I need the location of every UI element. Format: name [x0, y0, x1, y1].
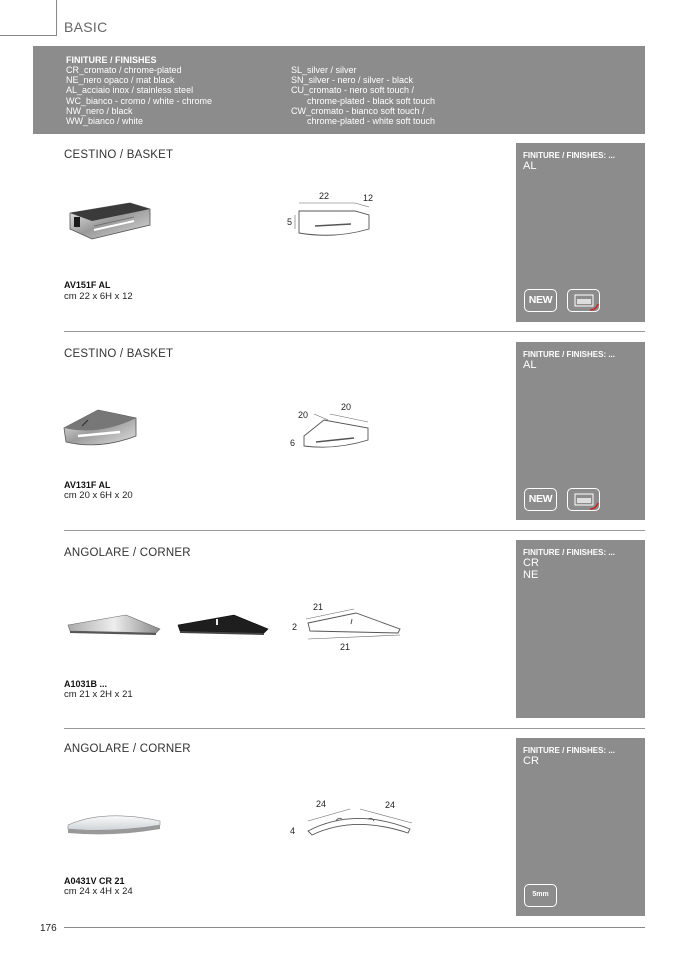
finish-code: CR [523, 755, 539, 767]
finish-item: CW_cromato - bianco soft touch / [291, 105, 425, 116]
dim-side-b-label: 21 [340, 642, 351, 652]
finishes-panel-heading: FINITURE / FINISHES: ... [523, 151, 616, 160]
finish-item: WC_bianco - cromo / white - chrome [66, 95, 213, 106]
finish-item: AL_acciaio inox / stainless steel [66, 85, 194, 96]
finish-item: chrome-plated - black soft touch [307, 95, 436, 106]
finishes-list-right [291, 65, 435, 126]
new-badge: NEW [524, 488, 557, 511]
section-divider [64, 331, 645, 332]
page-number: 176 [40, 923, 57, 934]
finishes-panel [516, 143, 645, 322]
dim-side-a-label: 21 [313, 602, 324, 612]
dim-side-a-label: 24 [316, 799, 327, 809]
finishes-list-left [66, 65, 212, 126]
finish-item: chrome-plated - white soft touch [307, 116, 436, 127]
finish-item: CR_cromato / chrome-plated [66, 65, 182, 75]
section-divider [64, 530, 645, 531]
product-photo-corner-glass [64, 807, 164, 837]
finishes-panel-heading: FINITURE / FINISHES: ... [523, 746, 616, 755]
finish-item: CU_cromato - nero soft touch / [291, 85, 415, 96]
finishes-panel-heading: FINITURE / FINISHES: ... [523, 548, 616, 557]
section-divider [64, 728, 645, 729]
new-badge: NEW [524, 289, 557, 312]
product-code: AV131F AL [64, 480, 111, 490]
finish-item: NW_nero / black [66, 105, 133, 116]
finish-code: CR [523, 557, 539, 569]
finish-code: AL [523, 160, 537, 172]
finishes-legend [33, 46, 645, 134]
product-photo-basket-corner [60, 406, 140, 452]
finish-code: AL [523, 359, 537, 371]
product-dimensions: cm 21 x 2H x 21 [64, 689, 133, 700]
dimension-drawing [288, 400, 378, 454]
product-dimensions: cm 24 x 4H x 24 [64, 886, 133, 897]
footer-rule [64, 927, 645, 928]
wall-mount-icon [567, 289, 600, 312]
finishes-heading: FINITURE / FINISHES [66, 55, 157, 65]
product-photo-corner-black [176, 611, 270, 637]
finish-item: NE_nero opaco / mat black [66, 75, 175, 86]
product-code: A1031B ... [64, 679, 108, 689]
product-name: ANGOLARE / CORNER [64, 547, 191, 559]
finish-item: SN_silver - nero / silver - black [291, 75, 414, 86]
finish-item: WW_bianco / white [66, 116, 144, 127]
product-name: CESTINO / BASKET [64, 348, 174, 360]
dim-side-b-label: 24 [385, 800, 396, 810]
dim-side-a-label: 20 [298, 410, 309, 420]
dim-depth-label: 12 [363, 193, 374, 203]
dimension-drawing [288, 797, 418, 847]
product-dimensions: cm 22 x 6H x 12 [64, 291, 133, 302]
product-code: A0431V CR 21 [64, 876, 125, 886]
product-photo-basket-rect [64, 199, 154, 249]
finish-code: NE [523, 569, 539, 581]
finishes-panel-heading: FINITURE / FINISHES: ... [523, 350, 616, 359]
product-dimensions: cm 20 x 6H x 20 [64, 490, 133, 501]
wall-mount-icon [567, 488, 600, 511]
finishes-panel [516, 738, 645, 916]
section-title: BASIC [64, 19, 108, 35]
dimension-drawing [285, 189, 395, 249]
product-code: AV151F AL [64, 280, 111, 290]
corner-crop-mark [0, 0, 57, 36]
dimension-drawing [288, 599, 408, 655]
dim-height-label: 5 [287, 217, 293, 227]
product-photo-corner-chrome [66, 611, 162, 637]
dim-height-label: 2 [292, 622, 298, 632]
product-name: ANGOLARE / CORNER [64, 743, 191, 755]
finishes-panel [516, 342, 645, 520]
thickness-badge: 5mm [524, 884, 557, 907]
dim-height-label: 4 [290, 826, 296, 836]
finish-item: SL_silver / silver [291, 65, 357, 75]
finishes-panel [516, 540, 645, 718]
dim-side-b-label: 20 [341, 402, 352, 412]
product-name: CESTINO / BASKET [64, 149, 174, 161]
dim-width-label: 22 [319, 191, 330, 201]
dim-height-label: 6 [290, 438, 296, 448]
